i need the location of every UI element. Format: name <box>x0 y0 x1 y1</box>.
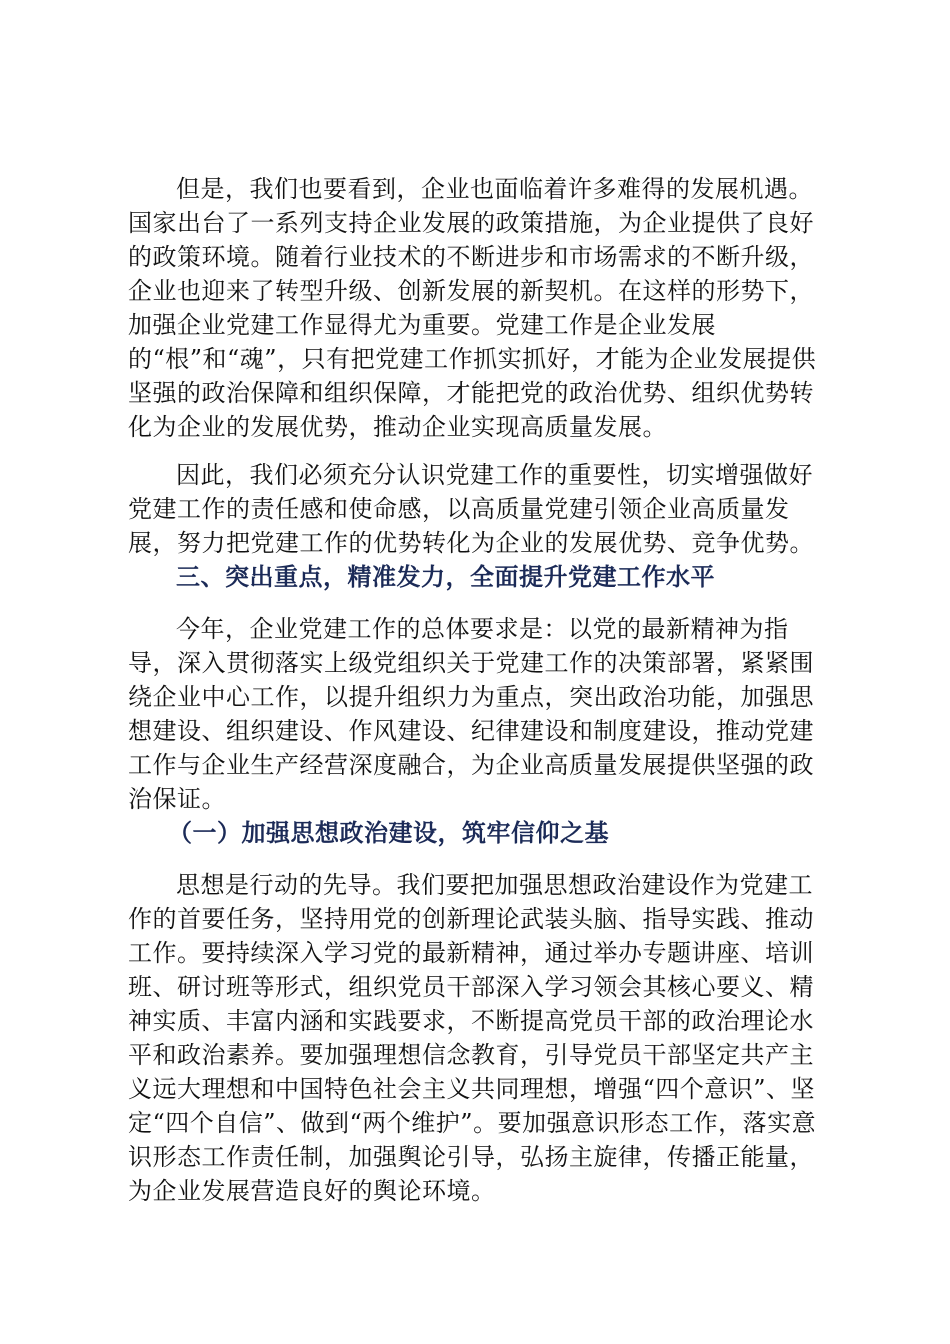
paragraph-requirements: 今年，企业党建工作的总体要求是：以党的最新精神为指导，深入贯彻落实上级党组织关于党建工作的决策部署，紧紧围绕企业中心工作，以提升组织力为重点，突出政治功能，加强思想建设、组织建设、作风建设、纪律建设和制度建设，推动党建工作与企业生产经营深度融合，为企业高质量发展提供坚强的政治保证。 <box>128 615 814 813</box>
subsection-heading: （一）加强思想政治建设，筑牢信仰之基 <box>168 818 609 847</box>
paragraph-ideology: 思想是行动的先导。我们要把加强思想政治建设作为党建工作的首要任务，坚持用党的创新理论武装头脑、指导实践、推动工作。要持续深入学习党的最新精神，通过举办专题讲座、培训班、研讨班等形式，组织党员干部深入学习领会其核心要义、精神实质、丰富内涵和实践要求，不断提高党员干部的政治理论水平和政治素养。要加强理想信念教育，引导党员干部坚定共产主义远大理想和中国特色社会主义共同理想，增强“四个意识”、坚定“四个自信”、做到“两个维护”。要加强意识形态工作，落实意识形态工作责任制，加强舆论引导，弘扬主旋律，传播正能量，为企业发展营造良好的舆论环境。 <box>128 871 817 1205</box>
section-heading: 三、突出重点，精准发力，全面提升党建工作水平 <box>176 562 715 591</box>
paragraph-opportunities: 但是，我们也要看到，企业也面临着许多难得的发展机遇。国家出台了一系列支持企业发展的政策措施，为企业提供了良好的政策环境。随着行业技术的不断进步和市场需求的不断升级，企业也迎来了转型升级、创新发展的新契机。在这样的形势下，加强企业党建工作显得尤为重要。党建工作是企业发展的“根”和“魂”，只有把党建工作抓实抓好，才能为企业发展提供坚强的政治保障和组织保障，才能把党的政治优势、组织优势转化为企业的发展优势，推动企业实现高质量发展。 <box>128 175 817 441</box>
document-page <box>128 172 828 1208</box>
paragraph-conclusion: 因此，我们必须充分认识党建工作的重要性，切实增强做好党建工作的责任感和使命感，以高质量党建引领企业高质量发展，努力把党建工作的优势转化为企业的发展优势、竞争优势。 <box>128 461 814 557</box>
